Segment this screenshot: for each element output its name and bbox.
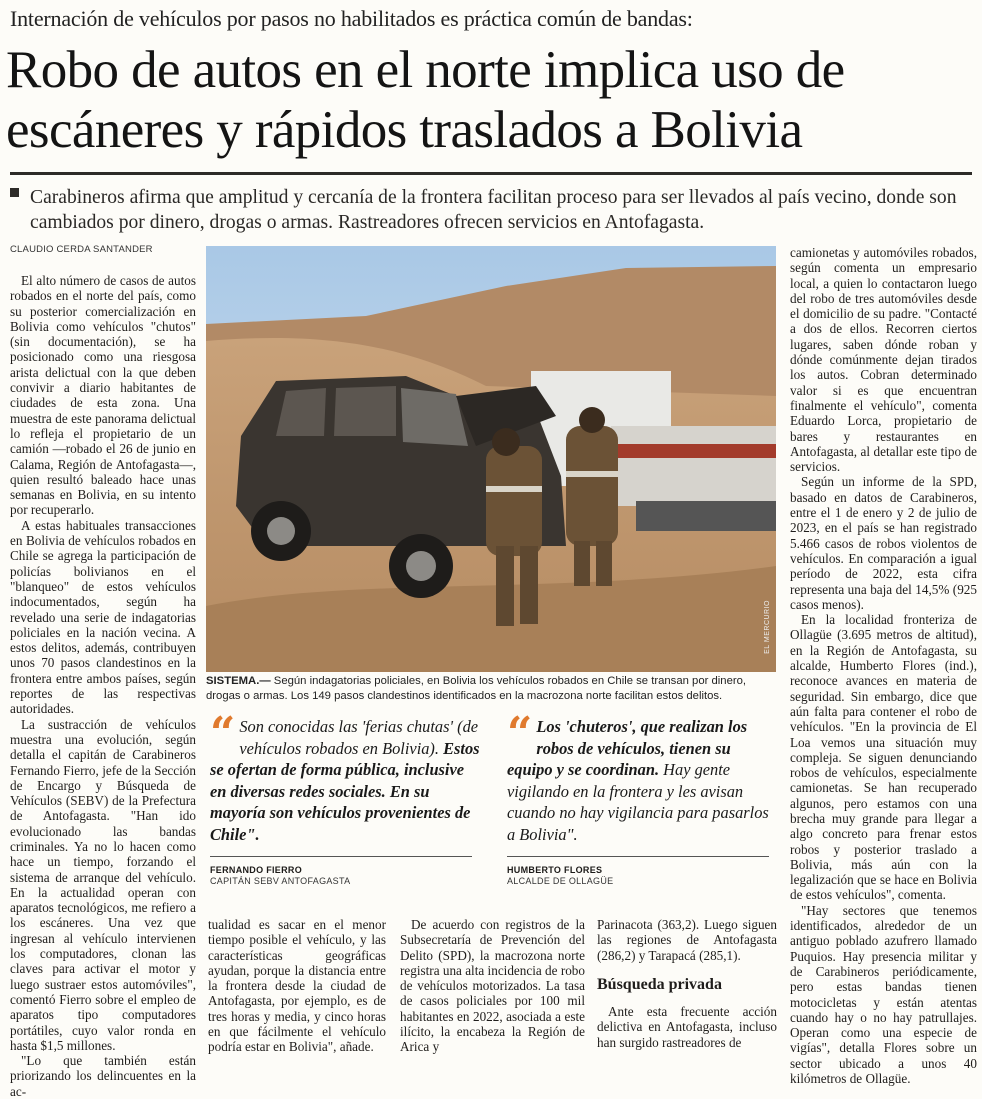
paragraph: A estas habituales transacciones en Bolivia de vehículos robados en Chile se agrega la participación de policías bolivianos en el "blanqueo" de estos vehículos indocumentados, según ha revelado una serie de indagatorias policiales en la nación vecina. A estos delitos, además, contribuyen unos 70 pasos clandestinos en la frontera entre ambos países, según reportes de las respectivas autoridades.	[10, 517, 196, 717]
quote-mark-icon: “	[507, 708, 533, 759]
quote-author-role: CAPITÁN SEBV ANTOFAGASTA	[210, 875, 351, 886]
quote-bold: Los 'chuteros', que realizan los robos de vehículos, tienen su equipo y se coordinan.	[507, 717, 748, 780]
headline: Robo de autos en el norte implica uso de escáneres y rápidos traslados a Bolivia	[6, 41, 845, 159]
kicker: Internación de vehículos por pasos no habilitados es práctica común de bandas:	[10, 6, 693, 31]
paragraph: Según un informe de la SPD, basado en datos de Carabineros, entre el 1 de enero y 2 de julio de 2023, en el país se han registrado 5.466 casos de robos violentos de vehículos. En comparación a igual período de 2022, esta cifra representa una baja del 14,5% (925 casos menos).	[790, 474, 977, 612]
paragraph: Parinacota (363,2). Luego siguen las regiones de Antofagasta (286,2) y Tarapacá (285,1).	[597, 917, 777, 963]
quote-italic: Hay gente vigilando en la frontera y les avisan cuando no hay vigilancia para pasarlos a Bolivia".	[507, 760, 769, 844]
pull-quote-flores	[507, 708, 777, 886]
byline: CLAUDIO CERDA SANTANDER	[10, 244, 153, 255]
lead-square-icon	[10, 188, 19, 197]
quote-rule	[210, 856, 472, 857]
headline-rule	[10, 172, 972, 175]
quote-text	[507, 708, 777, 846]
quote-text	[210, 708, 480, 846]
paragraph: En la localidad fronteriza de Ollagüe (3.695 metros de altitud), en la Región de Antofagasta, su alcalde, Humberto Flores (ind.), reconoce avances en materia de seguridad. Sin embargo, dice que aún falta para contener el robo de vehículos. "En la provincia de El Loa vemos una situación muy compleja. Se siguen denunciando robos de vehículos, especialmente camionetas. Se han recuperado algunos, pero estamos con una brecha muy grande para llegar a algo concreto para frenar estos robos y posterior traslado a Bolivia, más aún con la legalización que se hace en Bolivia de estos vehículos", comenta.	[790, 612, 977, 903]
column-bottom-2	[400, 917, 585, 1055]
quote-mark-icon: “	[210, 708, 236, 759]
photo-illustration	[206, 246, 776, 672]
caption-text: Según indagatorias policiales, en Bolivia los vehículos robados en Chile se transan por dinero, drogas o armas. Los 149 pasos clandestinos identificados en la macrozona norte facilitan estos delitos.	[206, 675, 747, 702]
pull-quote-fierro	[210, 708, 480, 886]
paragraph: Ante esta frecuente acción delictiva en Antofagasta, incluso han surgido rastreadores de	[597, 1004, 777, 1050]
quote-bold: Estos se ofertan de forma pública, inclusive en diversas redes sociales. En su mayoría son vehículos provenientes de Chile".	[210, 738, 480, 844]
photo-credit: EL MERCURIO	[764, 600, 771, 654]
column-left	[10, 273, 196, 1099]
paragraph: El alto número de casos de autos robados en el norte del país, como su posterior comercialización en Bolivia como vehículos "chutos" (sin documentación), se ha posicionado como una riesgosa arista delictual con la que deben convivir a diario habitantes de ciudades de esta zona. Una muestra de este panorama delictual lo refleja el propietario de un camión —robado el 26 de junio en Calama, Región de Antofagasta—, quien resultó baleado hace unas semanas en Bolivia, en su intento por recuperarlo.	[10, 273, 196, 518]
paragraph: La sustracción de vehículos muestra una evolución, según detalla el capitán de Carabineros Fernando Fierro, jefe de la Sección de Encargo y Búsqueda de Vehículos (SEBV) de la Prefectura de Antofagasta. "Han ido evolucionado las bandas criminales. Ya no lo hacen como hace un tiempo, forzando el sistema de arranque del vehículo. En la actualidad operan con aparatos tecnológicos, me refiero a los escáneres. Una vez que ingresan al vehículo intervienen los computadores, clonan las claves para activar el motor y luego sustraer estos automóviles", comentó Fierro sobre el empleo de aparatos tipo computadores portátiles, cuyo valor ronda en hasta $1,5 millones.	[10, 716, 196, 1053]
news-photo	[206, 246, 776, 672]
paragraph: "Hay sectores que tenemos identificados, alrededor de un antiguo poblado azufrero llamado Puquios. Hay presencia militar y de Carabineros periódicamente, pero estas bandas tienen motocicletas y están atentas cuando hay o no hay patrullajes. Operan como una especie de vigías", detalla Flores sobre un sector ubicado a unos 40 kilómetros de Ollagüe.	[790, 902, 977, 1087]
column-bottom-1	[208, 917, 386, 1055]
subheading: Búsqueda privada	[597, 975, 722, 993]
quote-author-role: ALCALDE DE OLLAGÜE	[507, 875, 614, 886]
quote-author: FERNANDO FIERRO	[210, 864, 302, 875]
paragraph: tualidad es sacar en el menor tiempo posible el vehículo, y las características geográficas ayudan, porque la distancia entre la frontera desde la ciudad de Antofagasta, por ejemplo, es de tres horas y media, y cinco horas en que fácilmente el vehículo podría estar en Bolivia", añade.	[208, 917, 386, 1055]
quote-italic: Son conocidas las 'ferias chutas' (de vehículos robados en Bolivia).	[239, 717, 479, 758]
column-bottom-3	[597, 917, 777, 1050]
paragraph: De acuerdo con registros de la Subsecretaría de Prevención del Delito (SPD), la macrozona norte registra una alta incidencia de robo de vehículos motorizados. La tasa de casos policiales por 100 mil habitantes en 2022, asociada a este ilícito, la encabeza la Región de Arica y	[400, 917, 585, 1055]
bajada: Carabineros afirma que amplitud y cercanía de la frontera facilitan proceso para ser llevados al país vecino, donde son cambiados por dinero, drogas o armas. Rastreadores ofrecen servicios en Antofagasta.	[30, 187, 957, 233]
column-right	[790, 245, 977, 1086]
paragraph: "Lo que también están priorizando los delincuentes en la ac-	[10, 1053, 196, 1099]
quote-author: HUMBERTO FLORES	[507, 864, 603, 875]
photo-caption	[206, 674, 781, 704]
quote-rule	[507, 856, 769, 857]
paragraph: camionetas y automóviles robados, según comenta un empresario local, a quien lo contactaron luego del robo de tres automóviles desde el domicilio de su padre. "Contacté a dos de ellos. Recorren ciertos lugares, saben dónde roban y dónde comúnmente dejan tirados los autos. Cobran determinado valor si es que encuentran finalmente el vehículo", comenta Eduardo Lorca, propietario de bares y restaurantes en Antofagasta, al detallar este tipo de servicios.	[790, 245, 977, 475]
caption-label: SISTEMA.—	[206, 675, 271, 687]
